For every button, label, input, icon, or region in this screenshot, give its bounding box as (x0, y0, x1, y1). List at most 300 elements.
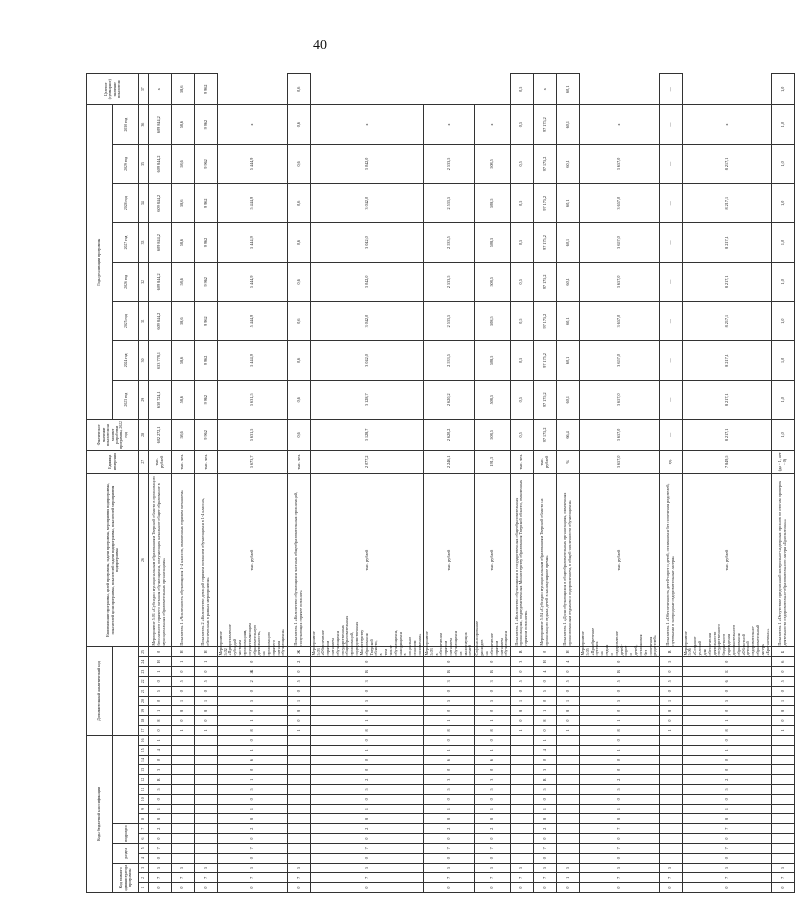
code-cell (510, 755, 533, 765)
code-cell: 8 (580, 726, 659, 736)
year-value: 5 631,5 (218, 419, 288, 450)
code-cell: 0 (424, 834, 474, 844)
year-value: 9 962 (194, 262, 217, 301)
code-cell: Н (148, 657, 171, 667)
column-number: 31 (139, 301, 148, 340)
code-cell: 1 (171, 696, 194, 706)
row-base-value: 7 849,5 (682, 450, 771, 473)
code-cell: 7 (474, 873, 510, 883)
code-cell: 5 (557, 676, 580, 686)
year-value: 0,6 (287, 184, 310, 223)
code-cell: 0 (772, 667, 795, 677)
code-cell: 0 (772, 883, 795, 893)
row-name: Показатель 1 «Количество обучающихся в государственных общеобразовательных организациях, подведомственных Министерству образования Тверской области, охваченных горячим питанием» (510, 473, 533, 647)
code-cell: 1 (580, 745, 659, 755)
code-cell: 2 (580, 775, 659, 785)
code-cell (510, 745, 533, 755)
code-cell: 8 (557, 706, 580, 716)
code-cell (510, 843, 533, 853)
column-number: 5 (139, 843, 148, 853)
code-cell: 8 (148, 716, 171, 726)
row-target: 9 962 (194, 74, 217, 105)
column-number: 6 (139, 834, 148, 844)
code-cell: 7 (311, 843, 424, 853)
code-cell: 8 (682, 814, 771, 824)
code-cell: 5 (533, 785, 556, 795)
code-cell: 0 (580, 706, 659, 716)
year-value: 58,6 (171, 223, 194, 262)
row-base-value: 0,5 (510, 419, 533, 450)
table-row (218, 74, 288, 893)
code-cell: 6 (772, 657, 795, 667)
row-base-value: 1,0 (772, 419, 795, 450)
code-cell: 0 (474, 794, 510, 804)
year-value: 60,1 (557, 380, 580, 419)
year-value: 1,0 (772, 223, 795, 262)
code-cell: 0 (424, 765, 474, 775)
row-target: x (311, 105, 424, 144)
year-value: 9 962 (194, 184, 217, 223)
header-y2030: 2030 год (113, 105, 139, 144)
code-cell: 5 (474, 696, 510, 706)
code-cell: 0 (533, 676, 556, 686)
code-cell: 1 (218, 745, 288, 755)
code-cell: 1 (311, 716, 424, 726)
code-cell: 1 (171, 726, 194, 736)
code-cell (171, 814, 194, 824)
row-name: Показатель 1 «Отсутствие предписаний контрольно-надзорных органов по итогам проверок деятельности оздоровительно-образовательного лагеря «Бригантина»» (772, 473, 795, 647)
code-cell (557, 785, 580, 795)
code-cell: 0 (533, 696, 556, 706)
code-cell (171, 834, 194, 844)
code-cell: 0 (557, 686, 580, 696)
code-cell: 5 (218, 696, 288, 706)
year-value: 3 657,0 (580, 184, 659, 223)
code-cell: 1 (148, 667, 171, 677)
code-cell: 8 (659, 706, 682, 716)
code-cell: 0 (580, 834, 659, 844)
code-cell: 0 (218, 853, 288, 863)
year-value: — (659, 301, 682, 340)
code-cell (772, 814, 795, 824)
code-cell: 7 (533, 843, 556, 853)
code-cell (659, 824, 682, 834)
code-cell: В (510, 647, 533, 657)
code-cell (171, 785, 194, 795)
year-value: 1,0 (772, 184, 795, 223)
header-base-value: Фактическое значение показателя на момент разработки программы, 2022 год (87, 419, 139, 450)
code-cell: Н (533, 657, 556, 667)
code-cell: 3 (533, 765, 556, 775)
code-cell (194, 794, 217, 804)
table-row (311, 74, 424, 893)
code-cell: 0 (311, 765, 424, 775)
year-value: 3 657,0 (580, 380, 659, 419)
year-value: 5 444,9 (218, 301, 288, 340)
code-cell: 0 (311, 686, 424, 696)
row-base-value: 58,6 (171, 419, 194, 450)
code-cell: 0 (682, 755, 771, 765)
column-number: 17 (139, 726, 148, 736)
code-cell: 3 (474, 676, 510, 686)
code-cell: 0 (682, 657, 771, 667)
year-value: — (659, 105, 682, 144)
code-cell: 1 (682, 745, 771, 755)
code-cell (287, 814, 310, 824)
code-cell: 1 (533, 804, 556, 814)
code-cell (772, 765, 795, 775)
code-cell (557, 824, 580, 834)
year-value: 2 533,5 (424, 184, 474, 223)
code-cell (659, 745, 682, 755)
year-value: 8 217,1 (682, 144, 771, 183)
row-unit: тыс. рублей (682, 473, 771, 647)
header-name: Наименование программы, целей программы, задачи программы, мероприятия подпрограммы, показателей цели программы, показателей задачи подпрограммы, показателей мероприятия подпрограммы (87, 473, 139, 647)
code-cell (659, 834, 682, 844)
code-cell (194, 824, 217, 834)
column-number: 28 (139, 419, 148, 450)
code-cell (557, 735, 580, 745)
code-cell (287, 765, 310, 775)
code-cell: 5 (580, 863, 659, 873)
code-cell (510, 804, 533, 814)
code-cell: 0 (682, 853, 771, 863)
year-value: 3 042,0 (311, 262, 424, 301)
code-cell (659, 765, 682, 775)
year-value: 0,6 (287, 223, 310, 262)
row-base-value: 3 657,0 (580, 450, 659, 473)
year-value: 0,5 (510, 301, 533, 340)
column-number: 27 (139, 450, 148, 473)
row-target: x (424, 105, 474, 144)
code-cell: 2 (148, 824, 171, 834)
row-target: 60,1 (557, 74, 580, 105)
code-cell: 0 (682, 883, 771, 893)
code-cell: 1 (772, 726, 795, 736)
code-cell: 0 (287, 716, 310, 726)
year-value: 1,0 (772, 105, 795, 144)
row-name: Мероприятие 5.02 «Предоставление субсидий частным организациям, осуществляющим образовательную деятельность, на организацию горячего питания обучающихся» (217, 623, 286, 656)
table-row (533, 74, 556, 893)
table-row (474, 74, 510, 893)
row-base-value: 5 673,7 (218, 450, 288, 473)
code-cell: 0 (194, 686, 217, 696)
column-number: 32 (139, 262, 148, 301)
year-value: 1,0 (772, 301, 795, 340)
row-target: x (682, 105, 771, 144)
code-cell (659, 735, 682, 745)
code-cell: 5 (218, 785, 288, 795)
code-cell: 0 (659, 667, 682, 677)
code-cell (287, 794, 310, 804)
code-cell: 0 (424, 686, 474, 696)
code-cell: 0 (580, 883, 659, 893)
code-cell: 1 (194, 726, 217, 736)
column-number: 36 (139, 105, 148, 144)
row-unit: тыс. рублей (580, 473, 659, 647)
code-cell: 7 (580, 843, 659, 853)
year-value: 3 657,0 (580, 223, 659, 262)
code-cell: 0 (424, 853, 474, 863)
code-cell: R (148, 775, 171, 785)
year-value: 5 444,9 (218, 223, 288, 262)
row-target: x (580, 105, 659, 144)
code-cell: 5 (311, 696, 424, 706)
year-value: 2 533,5 (424, 301, 474, 340)
code-cell: 1 (287, 696, 310, 706)
code-cell: 5 (580, 696, 659, 706)
code-cell: 5 (311, 863, 424, 873)
year-value: 8 217,1 (682, 184, 771, 223)
code-cell (171, 804, 194, 814)
code-cell: 6 (218, 755, 288, 765)
code-cell (510, 765, 533, 775)
year-value: 609 844,2 (148, 223, 171, 262)
row-name: Показатель 1 «Доля обучающихся в общеобразовательных организациях, охваченных организованным отдыхом и оздоровлением, в общей численности обучающихся» (557, 473, 580, 647)
code-cell: 1 (218, 716, 288, 726)
code-cell: 5 (533, 686, 556, 696)
header-section: раздел (113, 843, 139, 863)
year-value: 630 724,1 (148, 380, 171, 419)
code-cell (194, 745, 217, 755)
code-cell (287, 804, 310, 814)
year-value: 58,6 (171, 341, 194, 380)
code-cell (659, 853, 682, 863)
code-cell: 7 (287, 873, 310, 883)
code-cell: 0 (533, 755, 556, 765)
code-cell: 3 (311, 676, 424, 686)
row-unit: тыс. рублей (148, 450, 171, 473)
code-cell: 5 (424, 696, 474, 706)
code-cell: 7 (772, 873, 795, 883)
year-value: 508,5 (474, 419, 510, 450)
code-cell (772, 745, 795, 755)
code-cell: 6 (424, 755, 474, 765)
code-cell: 2 (424, 824, 474, 834)
year-value: 8 217,1 (682, 380, 771, 419)
column-number: 1 (139, 883, 148, 893)
year-value: 609 844,2 (148, 144, 171, 183)
code-cell: 0 (533, 726, 556, 736)
year-value: 2 533,5 (424, 223, 474, 262)
year-value: 8 217,1 (682, 262, 771, 301)
code-cell (772, 785, 795, 795)
code-cell: Б (682, 667, 771, 677)
code-cell (557, 853, 580, 863)
row-unit: % (557, 450, 580, 473)
code-cell: 0 (311, 853, 424, 863)
code-cell: 5 (474, 785, 510, 795)
code-cell: 0 (772, 716, 795, 726)
program-indicators-table (86, 73, 795, 893)
code-cell: 5 (148, 686, 171, 696)
header-y2024: 2024 год (113, 341, 139, 380)
year-value: 60,1 (557, 144, 580, 183)
year-value: 609 844,2 (148, 262, 171, 301)
code-cell: 8 (772, 706, 795, 716)
code-cell: 8 (533, 716, 556, 726)
code-cell: 8 (580, 814, 659, 824)
year-value: 9 962 (194, 301, 217, 340)
code-cell (557, 794, 580, 804)
rotated-table-sheet (86, 73, 788, 893)
code-cell: 0 (311, 794, 424, 804)
year-value: 508,5 (474, 301, 510, 340)
code-cell (659, 785, 682, 795)
code-cell: 2 (533, 824, 556, 834)
year-value: 97 175,2 (533, 301, 556, 340)
code-cell: 1 (311, 745, 424, 755)
code-cell: 5 (772, 863, 795, 873)
code-cell: 0 (194, 883, 217, 893)
year-value: 0,6 (287, 262, 310, 301)
code-cell: 5 (510, 676, 533, 686)
code-cell: 0 (311, 883, 424, 893)
header-code-program: Коды бюджетной классификации (87, 735, 113, 892)
code-cell: 2 (682, 775, 771, 785)
header-subsection: подраздел (113, 824, 139, 844)
header-admin: Код главного администратора программы (113, 863, 139, 892)
code-cell (171, 775, 194, 785)
code-cell: В (424, 667, 474, 677)
code-cell (194, 755, 217, 765)
row-name: Показатель 1 «Численность обучающихся 1-4 классов, охваченных горячим питанием» (171, 473, 194, 647)
code-cell (287, 824, 310, 834)
code-cell: 5 (510, 863, 533, 873)
column-number: 19 (139, 706, 148, 716)
year-value: 97 175,2 (533, 223, 556, 262)
code-cell: 1 (557, 873, 580, 883)
year-value: 60,1 (557, 262, 580, 301)
code-cell: R (533, 775, 556, 785)
code-cell: 2 (474, 824, 510, 834)
column-number: 26 (139, 473, 148, 647)
code-cell: 0 (148, 676, 171, 686)
code-cell (194, 735, 217, 745)
row-unit: (да - 1, нет - 0) (772, 450, 795, 473)
code-cell: 1 (194, 696, 217, 706)
header-y2027: 2027 год (113, 223, 139, 262)
year-value: 9 962 (194, 144, 217, 183)
column-number: 3 (139, 863, 148, 873)
row-target: 0,5 (510, 74, 533, 105)
code-cell: 0 (424, 657, 474, 667)
row-target: x (148, 74, 171, 105)
year-value: 1,0 (772, 144, 795, 183)
code-cell (287, 745, 310, 755)
year-value: 3 657,0 (580, 301, 659, 340)
code-cell: 0 (659, 883, 682, 893)
code-cell (772, 843, 795, 853)
code-cell: 0 (580, 794, 659, 804)
row-target: 0,6 (287, 74, 310, 105)
code-cell: 0 (424, 883, 474, 893)
code-cell: 5 (474, 863, 510, 873)
code-cell: 5 (171, 676, 194, 686)
table-row (424, 74, 474, 893)
code-cell: 5 (287, 863, 310, 873)
code-cell: 0 (287, 686, 310, 696)
code-cell: 2 (311, 775, 424, 785)
table-row (287, 74, 310, 893)
year-value: 508,5 (474, 144, 510, 183)
code-cell: 1 (194, 657, 217, 667)
code-cell: 0 (424, 706, 474, 716)
year-value: 60,1 (557, 184, 580, 223)
year-value: 5 444,9 (218, 262, 288, 301)
code-cell: 0 (580, 686, 659, 696)
code-cell: 0 (533, 883, 556, 893)
table-row (148, 74, 171, 893)
row-base-value: — (659, 419, 682, 450)
year-value: 508,5 (474, 262, 510, 301)
code-cell: 7 (171, 873, 194, 883)
code-cell: 1 (510, 726, 533, 736)
row-unit: тыс. чел. (287, 450, 310, 473)
year-value: 60,1 (557, 341, 580, 380)
code-cell: 5 (659, 676, 682, 686)
code-cell: 5 (580, 676, 659, 686)
code-cell: 0 (580, 765, 659, 775)
header-y2023: 2023 год (113, 380, 139, 419)
code-cell (557, 755, 580, 765)
code-cell: Н (171, 647, 194, 657)
column-number: 18 (139, 716, 148, 726)
code-cell: 0 (682, 706, 771, 716)
code-cell: 7 (218, 873, 288, 883)
code-cell (557, 814, 580, 824)
year-value: 0,5 (510, 341, 533, 380)
year-value: 97 175,2 (533, 380, 556, 419)
code-cell: 4 (148, 745, 171, 755)
code-cell: 2 (287, 657, 310, 667)
year-value: 3 657,0 (580, 262, 659, 301)
row-unit: тыс. рублей (424, 473, 474, 647)
code-cell: 5 (580, 785, 659, 795)
code-cell: 0 (287, 667, 310, 677)
code-cell: 0 (311, 755, 424, 765)
code-cell: 1 (580, 804, 659, 814)
row-name: Мероприятие 5.04 «Субсидии муниципальным образованиям Тверской области на организацию отдыха детей в каникулярное время» (533, 473, 556, 647)
year-value: — (659, 144, 682, 183)
code-cell: 8 (311, 814, 424, 824)
code-cell (557, 765, 580, 775)
table-row (557, 74, 580, 893)
code-cell: 1 (148, 706, 171, 716)
code-cell: 0 (682, 794, 771, 804)
year-value: 633 778,1 (148, 341, 171, 380)
code-cell (287, 755, 310, 765)
year-value: 3 042,0 (311, 301, 424, 340)
code-cell (194, 853, 217, 863)
year-value: 0,5 (510, 144, 533, 183)
code-cell: 8 (533, 814, 556, 824)
header-code-filler (113, 735, 139, 823)
code-cell (772, 755, 795, 765)
row-target: x (474, 105, 510, 144)
code-cell: 7 (474, 843, 510, 853)
year-value: 58,6 (171, 301, 194, 340)
year-value: — (659, 341, 682, 380)
code-cell: Ж (287, 647, 310, 657)
year-value: 3 042,0 (311, 341, 424, 380)
code-cell: 6 (474, 755, 510, 765)
year-value: 508,5 (474, 380, 510, 419)
header-row (87, 74, 113, 893)
row-target: x (218, 105, 288, 144)
year-value: 8 217,1 (682, 341, 771, 380)
year-value: 2 533,5 (424, 262, 474, 301)
